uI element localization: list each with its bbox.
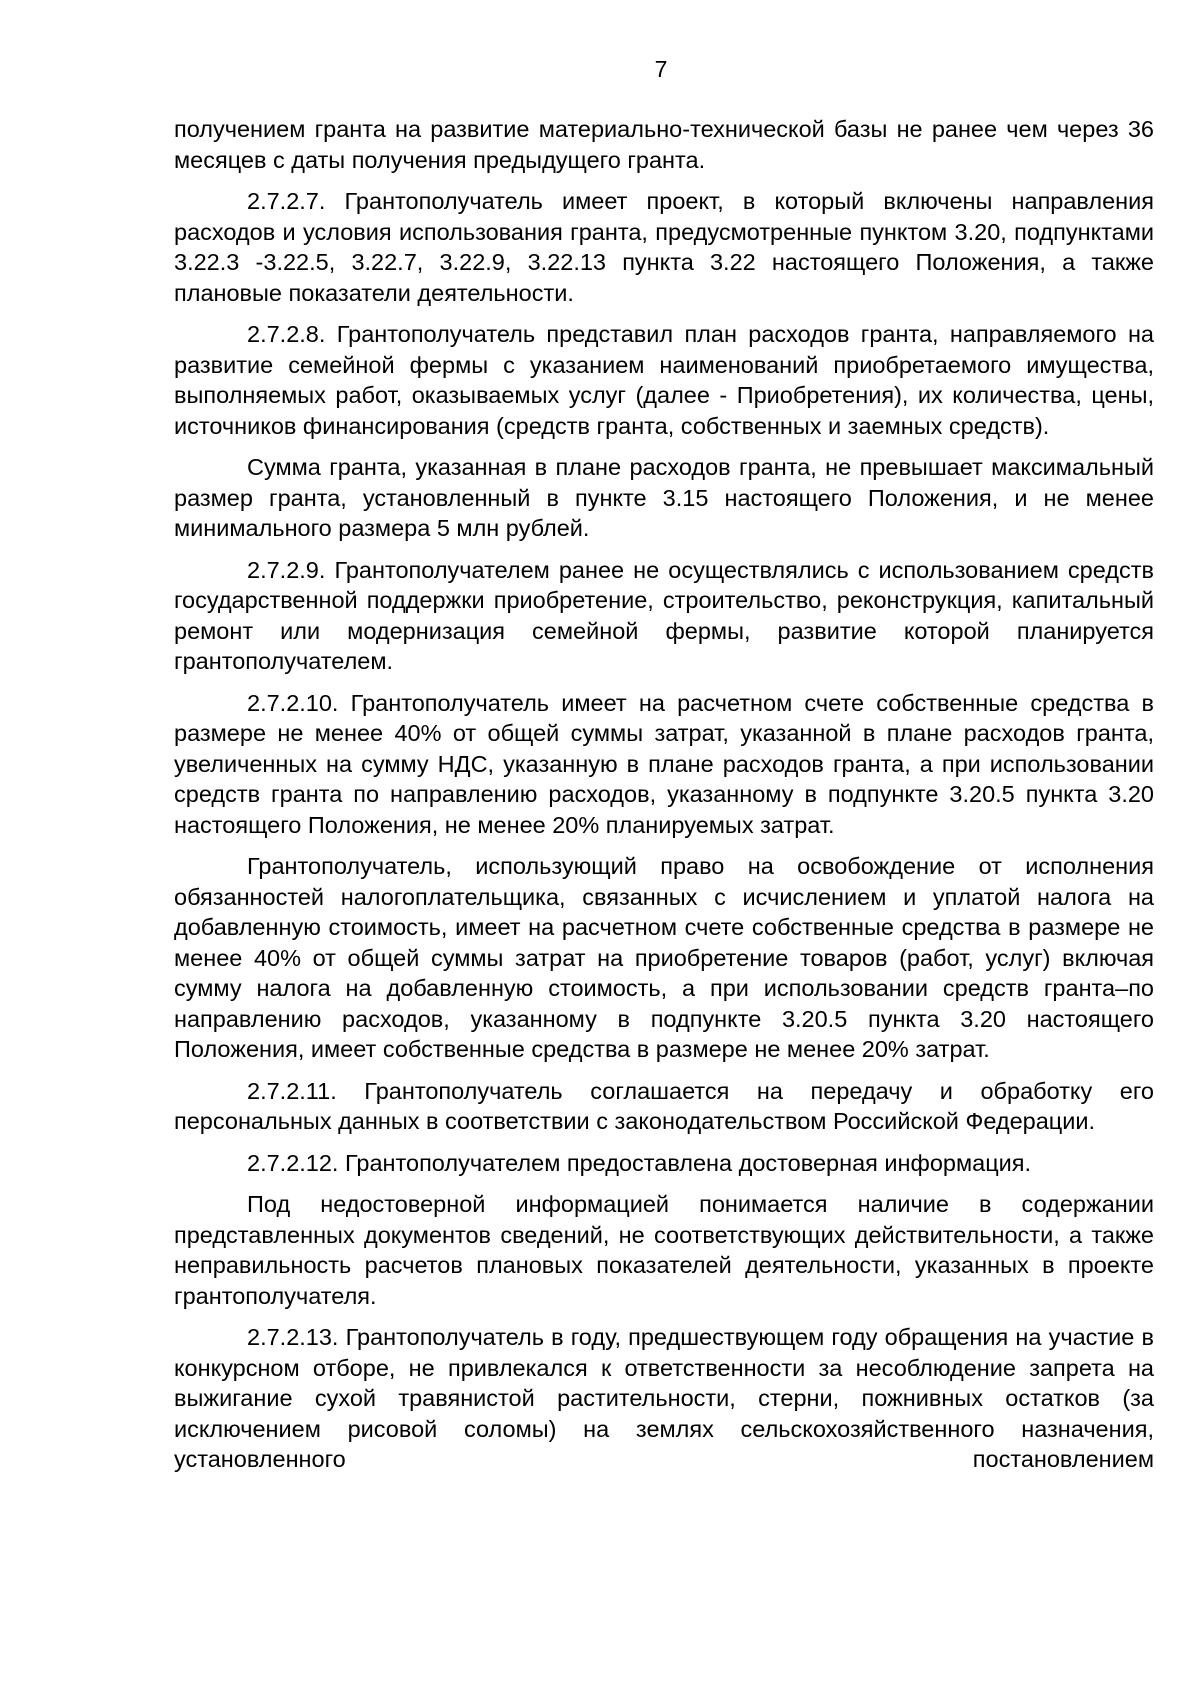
page-number: 7 [654,56,668,82]
paragraph-grant-amount: Сумма гранта, указанная в плане расходов гранта, не превышает максимальный размер гранта, установленный в пункте 3.15 настоящего Положения, и не менее минимального размера 5 млн рублей. [174,454,1154,541]
paragraph-2-7-2-8: 2.7.2.8. Грантополучатель представил план расходов гранта, направляемого на развитие семейной фермы с указанием наименований приобретаемого имущества, выполняемых работ, оказываемых услуг (далее - Приобретения), их количества, цены, источников финансирования (средств гранта, собственных и заемных средств). [174,321,1154,439]
paragraph-2-7-2-7: 2.7.2.7. Грантополучатель имеет проект, в который включены направления расходов и условия использования гранта, предусмотренные пунктом 3.20, подпунктами 3.22.3 -3.22.5, 3.22.7, 3.22.9, 3.22.13 пункта 3.22 настоящего Положения, а также плановые показатели деятельности. [174,188,1154,306]
paragraph-2-7-2-12: 2.7.2.12. Грантополучателем предоставлена достоверная информация. [247,1149,1032,1176]
paragraph-2-7-2-9: 2.7.2.9. Грантополучателем ранее не осуществлялись с использованием средств государственной поддержки приобретение, строительство, реконструкция, капитальный ремонт или модернизация семейной фермы, развитие которой планируется грантополучателем. [174,556,1154,674]
paragraph-2-7-2-10: 2.7.2.10. Грантополучатель имеет на расчетном счете собственные средства в размере не менее 40% от общей суммы затрат, указанной в плане расходов гранта, увеличенных на сумму НДС, указанную в плане расходов гранта, а при использовании средств гранта по направлению расходов, указанному в подпункте 3.20.5 пункта 3.20 настоящего Положения, не менее 20% планируемых затрат. [174,689,1154,838]
paragraph-2-7-2-13: 2.7.2.13. Грантополучатель в году, предшествующем году обращения на участие в конкурсном отборе, не привлекался к ответственности за несоблюдение запрета на выжигание сухой травянистой растительности, стерни, пожнивных остатков (за исключением рисовой соломы) на землях сельскохозяйственного назначения, установленного постановлением [174,1324,1154,1472]
paragraph-vat-exemption: Грантополучатель, использующий право на освобождение от исполнения обязанностей налогоплательщика, связанных с исчислением и уплатой налога на добавленную стоимость, имеет на расчетном счете собственные средства в размере не менее 40% от общей суммы затрат на приобретение товаров (работ, услуг) включая сумму налога на добавленную стоимость, а при использовании средств гранта–по направлению расходов, указанному в подпункте 3.20.5 пункта 3.20 настоящего Положения, имеет собственные средства в размере не менее 20% затрат. [174,853,1154,1062]
paragraph-continuation: получением гранта на развитие материально-технической базы не ранее чем через 36 месяцев с даты получения предыдущего гранта. [174,116,1154,173]
paragraph-false-information: Под недостоверной информацией понимается наличие в содержании представленных документов сведений, не соответствующих действительности, а также неправильность расчетов плановых показателей деятельности, указанных в проекте грантополучателя. [174,1191,1154,1309]
paragraph-2-7-2-11: 2.7.2.11. Грантополучатель соглашается на передачу и обработку его персональных данных в соответствии с законодательством Российской Федерации. [174,1077,1154,1134]
document-body [174,114,1154,1475]
